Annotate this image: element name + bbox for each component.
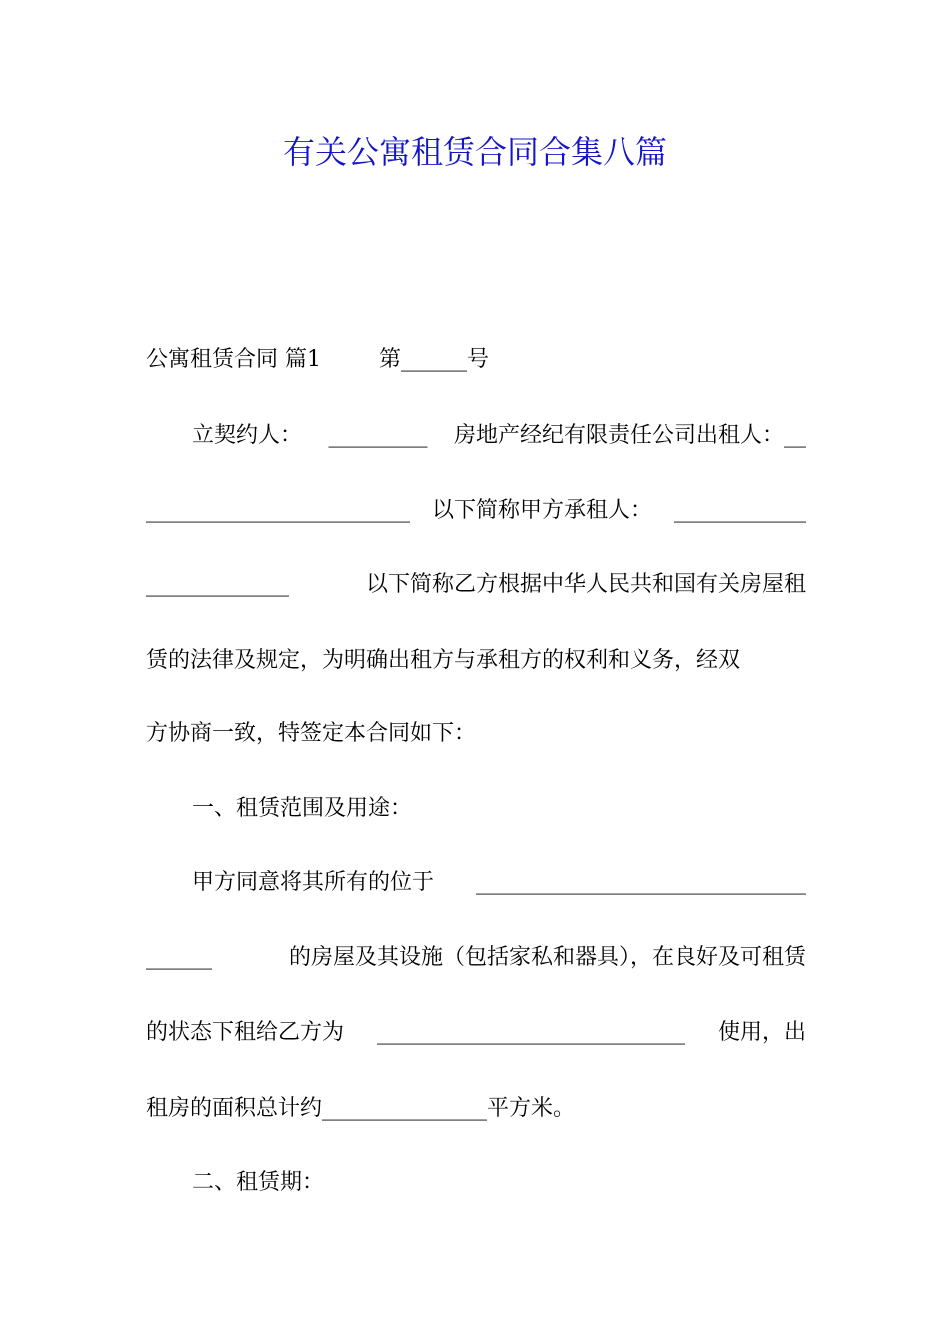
text-segment: 以下简称甲方承租人： bbox=[431, 498, 652, 523]
paragraph-line bbox=[192, 866, 806, 900]
blank-field: ______ bbox=[146, 945, 212, 970]
paragraph-line bbox=[146, 1092, 806, 1126]
text-segment: 甲方同意将其所有的位于 bbox=[192, 870, 435, 895]
paragraph-line bbox=[146, 568, 806, 602]
text-segment: 立契约人： bbox=[192, 423, 303, 448]
blank-field: _______________ bbox=[322, 1096, 488, 1121]
document-title: 有关公寓租赁合同合集八篇 bbox=[282, 133, 667, 171]
contract-number: 第______号 bbox=[379, 347, 490, 372]
blank-field: ____________ bbox=[673, 498, 806, 523]
text-segment: 租房的面积总计约 bbox=[146, 1096, 323, 1121]
paragraph-line: 赁的法律及规定，为明确出租方与承租方的权利和义务，经双 bbox=[146, 648, 741, 673]
text-segment: 的房屋及其设施（包括家私和器具），在良好及可租赁 bbox=[288, 945, 806, 970]
blank-field: _________ bbox=[328, 423, 428, 448]
blank-field: ________________________ bbox=[146, 498, 410, 523]
text-segment: 房地产经纪有限责任公司出租人：__ bbox=[453, 423, 806, 448]
text-segment: 平方米。 bbox=[487, 1096, 576, 1121]
paragraph-line bbox=[146, 494, 806, 528]
paragraph-line bbox=[146, 1016, 806, 1050]
blank-field: ______________________________ bbox=[476, 870, 806, 895]
section-heading: 二、租赁期： bbox=[192, 1170, 325, 1195]
text-segment: 以下简称乙方根据中华人民共和国有关房屋租 bbox=[365, 572, 806, 597]
contract-header bbox=[146, 343, 806, 377]
blank-field: ____________________________ bbox=[377, 1020, 685, 1045]
contract-header-label: 公寓租赁合同 篇1 bbox=[146, 347, 321, 372]
paragraph-line: 方协商一致，特签定本合同如下： bbox=[146, 721, 477, 746]
text-segment: 使用，出 bbox=[717, 1020, 806, 1045]
paragraph-line bbox=[192, 419, 806, 453]
section-heading: 一、租赁范围及用途： bbox=[192, 796, 413, 821]
paragraph-line bbox=[146, 941, 806, 975]
text-segment: 的状态下租给乙方为 bbox=[146, 1020, 345, 1045]
blank-field: _____________ bbox=[146, 572, 289, 597]
